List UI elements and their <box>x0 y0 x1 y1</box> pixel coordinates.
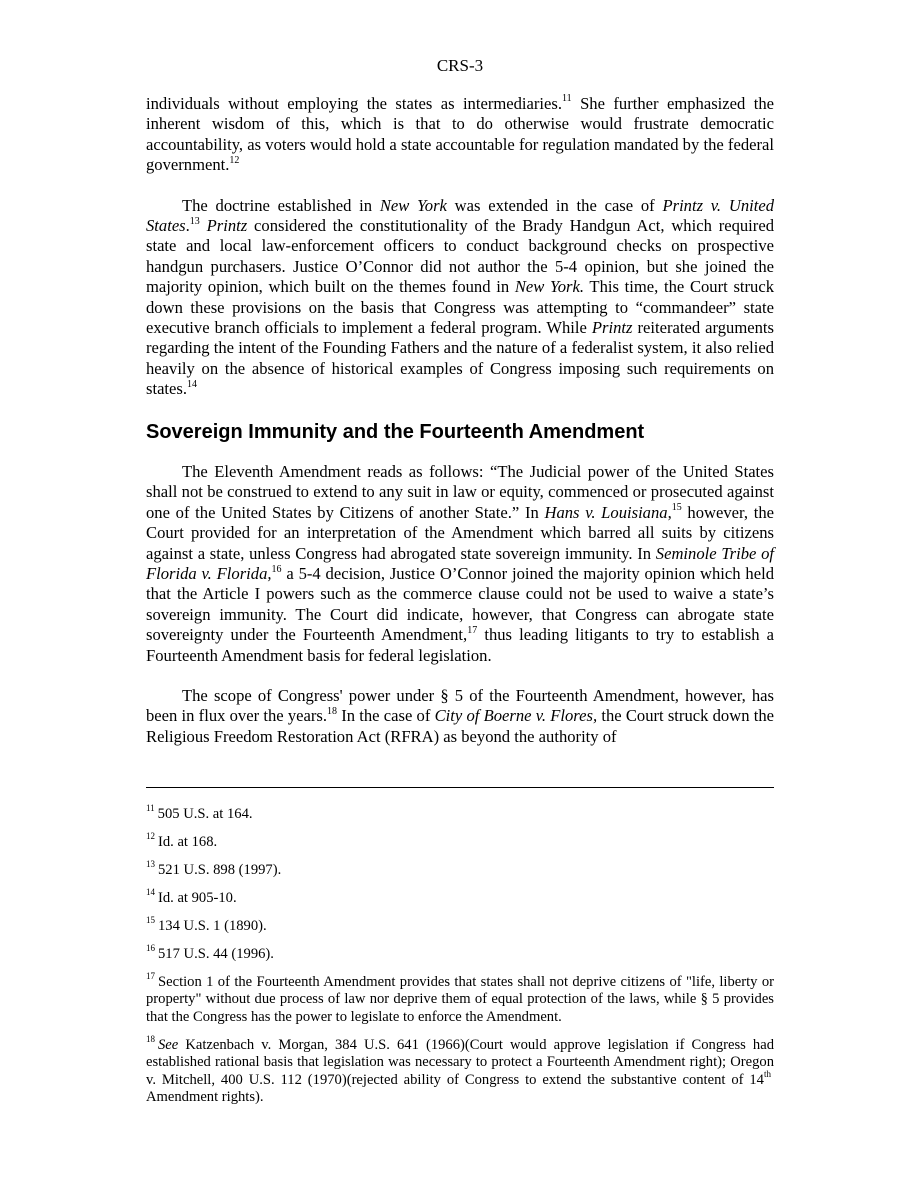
footnote-text: 134 U.S. 1 (1890). <box>158 918 267 934</box>
text-run: This time, the Court struck down these provisions on the basis that Congress was attempting to “commandeer” state executive branch officials to implement a federal program. While <box>146 277 774 338</box>
paragraph <box>146 462 774 666</box>
text-run: The Eleventh Amendment reads as follows: “The Judicial power of the United States shall not be construed to extend to any suit in law or equity, commenced or prosecuted against one of the United States by Citizens of another State.” In <box>146 462 774 522</box>
text-run: reiterated arguments regarding the intent of the Founding Fathers and the nature of a federalist system, it also relied heavily on the absence of historical examples of Congress imposing such requirements on states. <box>146 318 774 399</box>
paragraph <box>146 94 774 176</box>
text-run <box>200 216 207 235</box>
footnote-number: 17 <box>146 971 155 982</box>
footnote-ref-12[interactable]: 12 <box>229 154 240 166</box>
footnote-12 <box>146 831 774 851</box>
footnote-number: 11 <box>146 803 155 814</box>
case-name: City of Boerne v. Flores, <box>434 706 598 726</box>
case-name: Printz <box>206 216 248 236</box>
section-federalism-text <box>146 94 774 400</box>
case-name: Seminole Tribe of Florida v. Florida, <box>146 543 774 584</box>
text-run: The scope of Congress' power under § 5 of the Fourteenth Amendment, however, has been in flux over the years. <box>146 686 774 726</box>
footnote-ref-17[interactable]: 17 <box>467 624 478 636</box>
footnote-text: 517 U.S. 44 (1996). <box>158 946 274 962</box>
text-run: In the case of <box>337 706 435 726</box>
text-run: considered the constitutionality of the Brady Handgun Act, which required state and local law-enforcement officers to conduct background checks on prospective handgun purchasers. Justice O’Connor did not author the 5-4 opinion, but she joined the majority opinion, which built on the themes found in <box>146 216 774 297</box>
footnote-16 <box>146 943 774 963</box>
ordinal-suffix: th <box>763 1068 771 1079</box>
case-name: New York <box>379 195 447 215</box>
footnote-number: 13 <box>146 859 155 870</box>
signal-see: See <box>158 1036 179 1053</box>
footnote-15 <box>146 915 774 935</box>
footnote-number: 12 <box>146 831 155 842</box>
footnote-text: 521 U.S. 898 (1997). <box>158 862 282 878</box>
footnote-text: Section 1 of the Fourteenth Amendment provides that states shall not deprive citizens of "life, liberty or property" without due process of law nor deprive them of equal protection of the laws, while § 5 provides that the Congress has the power to legislate to enforce the Amendment. <box>146 974 774 1025</box>
footnote-ref-15[interactable]: 15 <box>671 502 682 514</box>
section-heading: Sovereign Immunity and the Fourteenth Amendment <box>146 421 645 443</box>
footnote-text: Id. at 168. <box>158 834 218 850</box>
text-run: , <box>667 502 672 522</box>
footnotes <box>146 803 774 1117</box>
case-name: Hans v. Louisiana <box>544 502 668 522</box>
footnote-number: 18 <box>146 1033 155 1044</box>
text-run: the Court struck down the Religious Freedom Restoration Act (RFRA) as beyond the authority of <box>146 706 774 746</box>
footnote-text: Id. at 905-10. <box>158 890 237 906</box>
paragraph <box>146 196 774 400</box>
footnote-number: 14 <box>146 887 155 898</box>
footnote-text: 505 U.S. at 164. <box>157 806 253 822</box>
footnote-number: 16 <box>146 943 155 954</box>
paragraph <box>146 686 774 747</box>
text-run: She further emphasized the inherent wisdom of this, which is that to do otherwise would frustrate democratic accountability, as voters would hold a state accountable for regulation mandated by the federal government. <box>146 94 774 175</box>
footnote-13 <box>146 859 774 879</box>
footnote-18 <box>146 1033 774 1107</box>
footnote-text: Katzenbach v. Morgan, 384 U.S. 641 (1966)(Court would approve legislation if Congress had established rational basis that legislation was necessary to protect a Fourteenth Amendment right); Oregon v. Mitchell, 400 U.S. 112 (1970)(rejected ability of Congress to extend the substantive content of 14 <box>146 1036 774 1088</box>
footnote-11 <box>146 803 774 823</box>
footnote-ref-13[interactable]: 13 <box>189 215 200 227</box>
footnote-ref-11[interactable]: 11 <box>562 93 572 105</box>
text-run: was extended in the case of <box>446 195 663 215</box>
footnote-ref-16[interactable]: 16 <box>271 563 282 575</box>
page-header: CRS-3 <box>436 56 484 75</box>
text-run: The doctrine established in <box>182 195 380 215</box>
section-sovereign-immunity-text <box>146 462 774 747</box>
footnote-divider <box>146 787 774 788</box>
case-name: Printz <box>591 318 633 338</box>
text-run: . <box>185 216 190 236</box>
text-run: a 5-4 decision, Justice O’Connor joined the majority opinion which held that the Article I powers such as the commerce clause could not be used to waive a state’s sovereign immunity. The Court did indicate, however, that Congress can abrogate state sovereignty under the Fourteenth Amendment, <box>146 564 774 645</box>
text-run: however, the Court provided for an interpretation of the Amendment which barred all suits by citizens against a state, unless Congress had abrogated state sovereign immunity. In <box>146 502 774 563</box>
footnote-17 <box>146 971 774 1026</box>
footnote-ref-14[interactable]: 14 <box>187 378 198 390</box>
case-name: Printz v. United States <box>146 195 774 236</box>
text-run: thus leading litigants to try to establish a Fourteenth Amendment basis for federal legislation. <box>146 625 774 665</box>
footnote-text: Amendment rights). <box>146 1089 264 1106</box>
footnote-number: 15 <box>146 915 155 926</box>
footnote-14 <box>146 887 774 907</box>
case-name: New York. <box>514 277 585 297</box>
footnote-ref-18[interactable]: 18 <box>327 705 337 717</box>
text-run: individuals without employing the states as intermediaries. <box>146 94 563 113</box>
